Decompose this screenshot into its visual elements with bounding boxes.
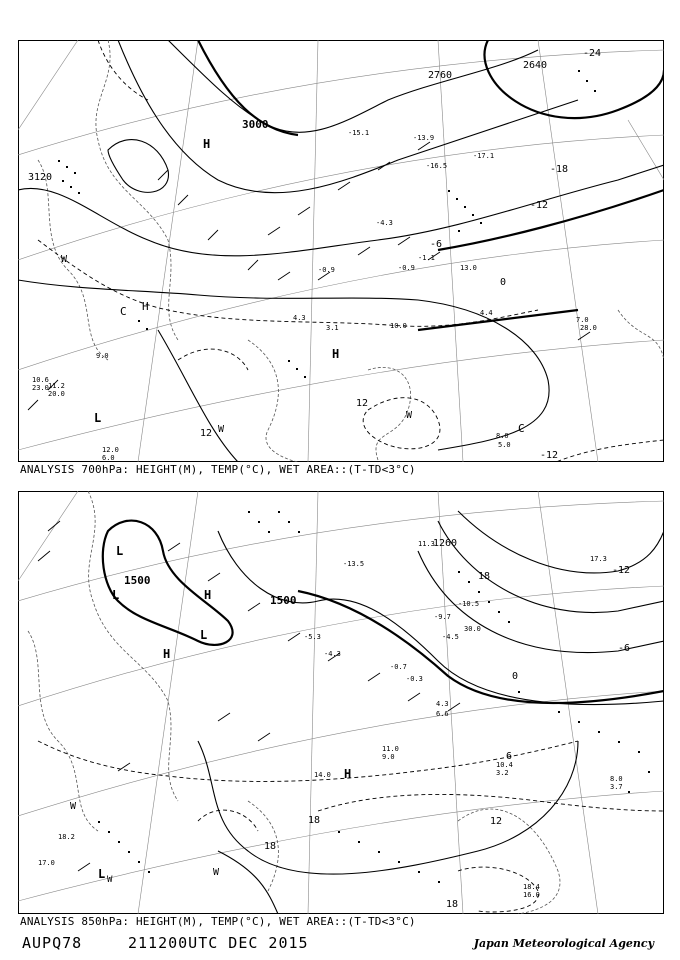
station-value: -9.7 — [434, 613, 451, 621]
height-label: 3120 — [28, 172, 53, 183]
station-value: 20.0 — [48, 390, 65, 398]
agency-name: Japan Meteorological Agency — [473, 937, 654, 950]
station-value: 28.0 — [580, 324, 597, 332]
station-value: -0.9 — [318, 266, 335, 274]
high-center: H — [344, 767, 352, 781]
station-value: 6.6 — [436, 710, 449, 718]
station-value: -1.1 — [418, 254, 435, 262]
station-value: 17.3 — [590, 555, 607, 563]
temperature-label: 18 — [264, 841, 277, 852]
station-value: 23.0 — [32, 384, 49, 392]
station-value: 18.4 — [523, 883, 540, 891]
product-code: AUPQ78 — [22, 934, 83, 952]
chart-700hpa — [18, 40, 664, 462]
station-value: 12.0 — [102, 446, 119, 454]
station-value: 8.0 — [610, 775, 623, 783]
station-value: 14.0 — [314, 771, 331, 779]
map-700hpa — [18, 40, 664, 462]
station-value: -10.5 — [458, 600, 480, 608]
low-center: L — [112, 588, 120, 602]
map-850hpa — [18, 491, 664, 914]
station-value: 9.0 — [382, 753, 395, 761]
panel-caption-850hpa: ANALYSIS 850hPa: HEIGHT(M), TEMP(°C), WET AREA::(T-TD<3°C) — [20, 915, 416, 928]
station-value: 11.3 — [418, 540, 435, 548]
height-label: 3000 — [242, 118, 269, 131]
station-value: 18.2 — [58, 833, 75, 841]
warm-center: W — [61, 254, 68, 265]
station-value: 3.7 — [610, 783, 623, 791]
valid-time: 211200UTC DEC 2015 — [128, 934, 309, 952]
height-label: 2760 — [428, 70, 453, 81]
station-value: -4.5 — [442, 633, 459, 641]
temperature-label: 0 — [512, 671, 519, 682]
temperature-label: -24 — [583, 48, 602, 59]
high-center: H — [332, 347, 340, 361]
low-center: L — [200, 628, 208, 642]
warm-center: W — [107, 875, 113, 885]
height-label: 1500 — [270, 594, 297, 607]
low-center: L — [98, 867, 106, 881]
station-value: -5.3 — [304, 633, 321, 641]
temperature-label: -12 — [540, 450, 559, 461]
high-center: H — [163, 647, 171, 661]
temperature-label: -12 — [530, 200, 549, 211]
station-value: 4.3 — [293, 314, 306, 322]
temperature-label: -12 — [612, 565, 631, 576]
temperature-label: 12 — [490, 816, 503, 827]
cold-center: C — [518, 422, 525, 435]
station-value: -4.3 — [376, 219, 393, 227]
height-label: 2640 — [523, 60, 548, 71]
temperature-label: 12 — [356, 398, 369, 409]
station-value: 11.2 — [48, 382, 65, 390]
low-center: L — [116, 544, 124, 558]
station-value: -16.5 — [426, 162, 448, 170]
high-center: H — [203, 137, 211, 151]
temperature-label: -6 — [618, 643, 631, 654]
station-value: -13.5 — [343, 560, 365, 568]
station-value: 17.0 — [38, 859, 55, 867]
temperature-label: 18 — [478, 571, 491, 582]
station-value: 5.0 — [498, 441, 511, 449]
station-value: -0.9 — [398, 264, 415, 272]
station-value: 10.0 — [390, 322, 407, 330]
station-value: 9.0 — [96, 352, 109, 360]
station-value: 10.4 — [496, 761, 513, 769]
temperature-label: 12 — [200, 428, 213, 439]
cold-center: C — [120, 305, 127, 318]
temperature-label: -18 — [550, 164, 569, 175]
warm-center: W — [406, 410, 413, 421]
low-center: L — [94, 411, 102, 425]
station-value: 10.6 — [32, 376, 49, 384]
station-value: -15.1 — [348, 129, 370, 137]
panel-caption-700hpa: ANALYSIS 700hPa: HEIGHT(M), TEMP(°C), WET AREA::(T-TD<3°C) — [20, 463, 416, 476]
high-center: H — [142, 300, 149, 313]
warm-center: W — [213, 867, 220, 878]
station-value: -0.7 — [390, 663, 407, 671]
warm-center: W — [70, 801, 77, 812]
station-value: 4.3 — [436, 700, 449, 708]
high-center: H — [204, 588, 212, 602]
station-value: 30.0 — [464, 625, 481, 633]
station-value: 7.0 — [576, 316, 589, 324]
temperature-label: -6 — [430, 239, 443, 250]
station-value: -4.3 — [324, 650, 341, 658]
station-value: -0.3 — [406, 675, 423, 683]
station-value: 3.2 — [496, 769, 509, 777]
warm-center: W — [218, 424, 225, 435]
height-label: 1500 — [124, 574, 151, 587]
chart-850hpa — [18, 491, 664, 914]
height-label: 1260 — [433, 538, 458, 549]
temperature-label: 18 — [446, 899, 459, 910]
station-value: 6.0 — [102, 454, 115, 462]
temperature-label: 18 — [308, 815, 321, 826]
station-value: 4.4 — [480, 309, 493, 317]
temperature-label: 0 — [500, 277, 507, 288]
station-value: 11.0 — [382, 745, 399, 753]
temperature-label: 6 — [506, 751, 513, 762]
station-value: -17.1 — [473, 152, 495, 160]
station-value: 3.1 — [326, 324, 339, 332]
station-value: -13.9 — [413, 134, 435, 142]
station-value: 16.0 — [523, 891, 540, 899]
station-value: 13.0 — [460, 264, 477, 272]
station-value: 8.0 — [496, 432, 509, 440]
